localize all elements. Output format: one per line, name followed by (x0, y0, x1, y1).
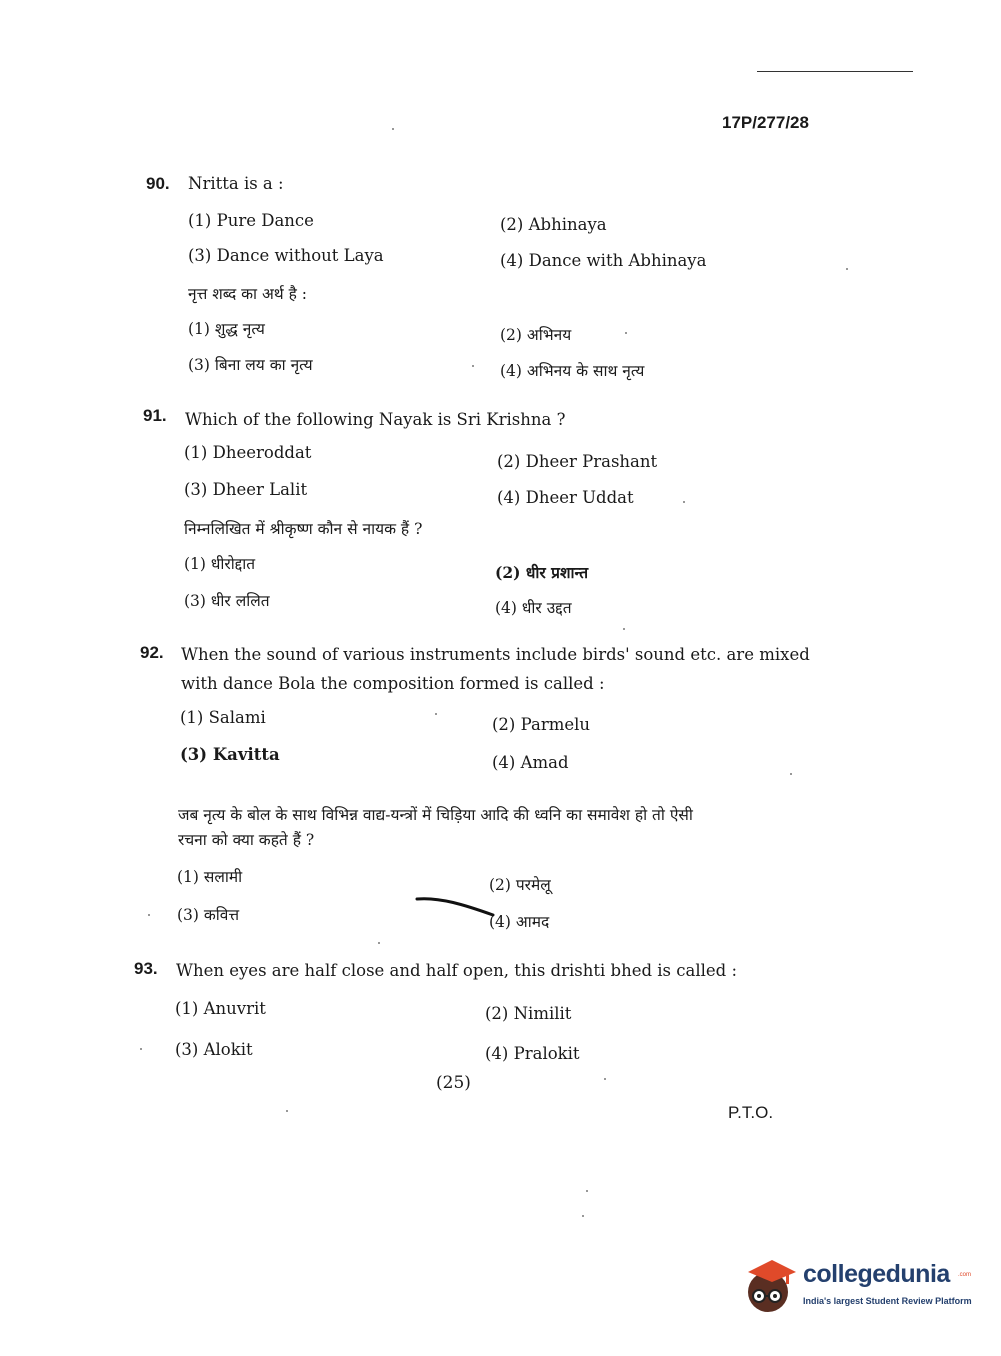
question-text-hindi: जब नृत्य के बोल के साथ विभिन्न वाद्य-यन्त्रों में चिड़िया आदि की ध्वनि का समावेश हो तो ऐसी (178, 806, 693, 824)
option: (1) Salami (180, 708, 266, 727)
option: (3) Dance without Laya (188, 246, 384, 265)
option: (2) Dheer Prashant (497, 452, 658, 471)
question-text: When the sound of various instruments include birds' sound etc. are mixed (181, 645, 810, 664)
collegedunia-logo (742, 1252, 972, 1316)
option: (3) Kavitta (180, 745, 280, 764)
question-text: with dance Bola the composition formed is called : (181, 674, 605, 693)
trademark-mark: .com (958, 1272, 972, 1278)
option: (1) Dheeroddat (184, 443, 312, 462)
option: (1) Pure Dance (188, 211, 314, 230)
question-text-hindi: रचना को क्या कहते हैं ? (178, 831, 315, 849)
option: (3) Alokit (175, 1040, 253, 1059)
question-number: 92. (140, 643, 164, 662)
paper-code: 17P/277/28 (722, 113, 809, 132)
page-number: (25) (436, 1073, 471, 1093)
top-rule (757, 71, 913, 72)
option: (4) Dheer Uddat (497, 488, 634, 507)
option-hindi: (1) सलामी (177, 868, 243, 886)
option-hindi: (2) परमेलू (489, 876, 551, 894)
option-hindi: (3) कवित्त (177, 906, 240, 924)
option-hindi: (1) धीरोद्दात (184, 555, 256, 573)
option-hindi: (4) अभिनय के साथ नृत्य (500, 362, 645, 380)
student-mascot-icon (742, 1252, 802, 1316)
question-text: Which of the following Nayak is Sri Krishna ? (185, 410, 566, 429)
pen-mark (415, 893, 495, 923)
option-hindi: (1) शुद्ध नृत्य (188, 320, 265, 338)
question-text: Nritta is a : (188, 174, 284, 193)
option: (2) Nimilit (485, 1004, 572, 1023)
option: (4) Dance with Abhinaya (500, 251, 707, 270)
question-number: 90. (146, 174, 170, 193)
option: (2) Parmelu (492, 715, 591, 734)
option: (2) Abhinaya (500, 215, 607, 234)
question-text: When eyes are half close and half open, this drishti bhed is called : (176, 961, 738, 980)
brand-name: collegedunia (803, 1260, 950, 1288)
option: (1) Anuvrit (175, 999, 266, 1018)
option: (4) Pralokit (485, 1044, 580, 1063)
option: (3) Dheer Lalit (184, 480, 308, 499)
brand-tagline: India's largest Student Review Platform (803, 1296, 972, 1306)
question-number: 91. (143, 406, 167, 425)
option: (4) Amad (492, 753, 569, 772)
option-hindi: (4) धीर उद्दत (495, 599, 572, 617)
option-hindi: (2) धीर प्रशान्त (495, 563, 589, 582)
question-text-hindi: निम्नलिखित में श्रीकृष्ण कौन से नायक हैं ? (184, 520, 423, 538)
option-hindi: (4) आमद (489, 913, 550, 931)
option-hindi: (3) बिना लय का नृत्य (188, 356, 313, 374)
option-hindi: (2) अभिनय (500, 326, 572, 344)
question-number: 93. (134, 959, 158, 978)
option-hindi: (3) धीर ललित (184, 592, 270, 610)
pto-label: P.T.O. (728, 1103, 774, 1122)
question-text-hindi: नृत्त शब्द का अर्थ है : (188, 285, 307, 303)
